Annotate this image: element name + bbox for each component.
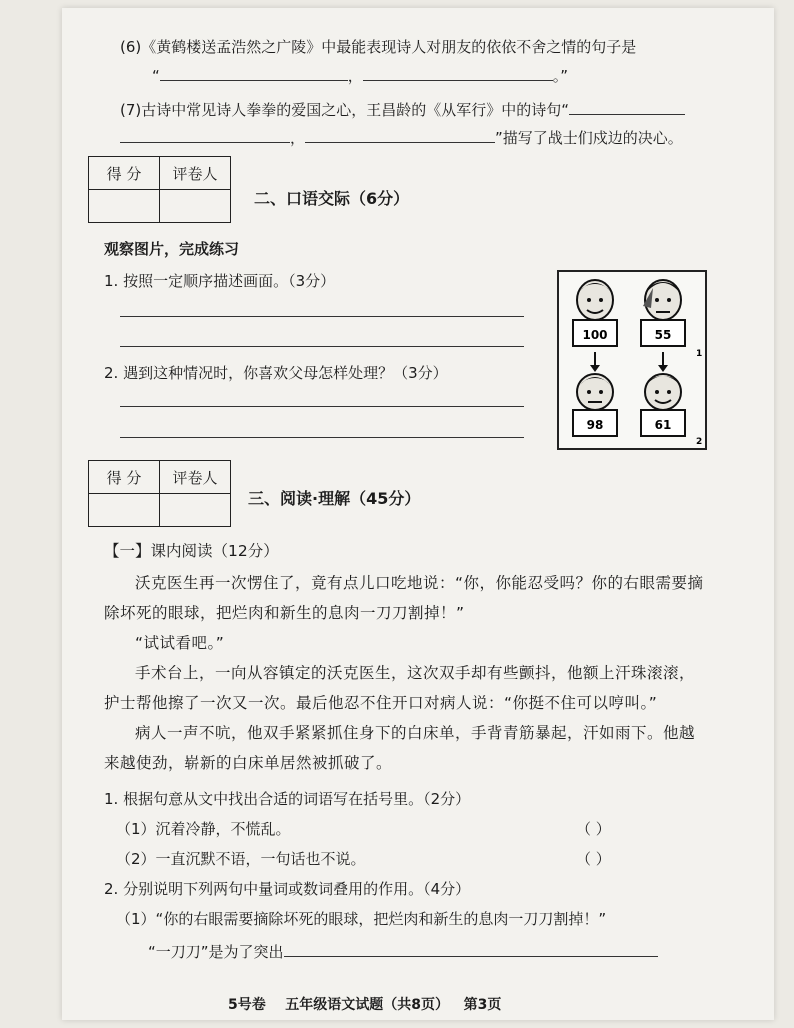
score-label: 得 分 bbox=[89, 461, 160, 494]
cartoon-picture bbox=[557, 270, 707, 450]
answer-line[interactable] bbox=[120, 437, 524, 438]
answer-blank[interactable] bbox=[284, 940, 658, 957]
grader-cell[interactable] bbox=[160, 190, 231, 223]
panel-number-1: 1 bbox=[696, 349, 703, 359]
q6-answer-line: “ ， 。” bbox=[152, 64, 568, 87]
score-card-top-right: 55 bbox=[654, 328, 672, 342]
score-card-bottom-right: 61 bbox=[654, 418, 672, 432]
section2-q2: 2. 遇到这种情况时，你喜欢父母怎样处理？（3分） bbox=[104, 364, 448, 382]
q7-blank-1[interactable] bbox=[569, 98, 685, 115]
grader-cell[interactable] bbox=[160, 494, 231, 527]
q6-blank-1[interactable] bbox=[160, 64, 348, 81]
reading-subsection-title: 【一】课内阅读（12分） bbox=[104, 542, 279, 560]
q7-text: (7)古诗中常见诗人拳拳的爱国之心，王昌龄的《从军行》中的诗句“ bbox=[120, 98, 685, 121]
score-table-section3 bbox=[88, 460, 231, 527]
grader-label: 评卷人 bbox=[160, 157, 231, 190]
reading-paragraph-3: 手术台上，一向从容镇定的沃克医生，这次双手却有些颤抖，他额上汗珠滚滚，护士帮他擦了一次又一次。最后他忍不住开口对病人说：“你挺不住可以哼叫。” bbox=[104, 664, 696, 712]
q7-answer-line: ， ”描写了战士们戍边的决心。 bbox=[120, 126, 683, 149]
score-card-top-left: 100 bbox=[582, 328, 608, 342]
answer-parentheses[interactable]: （ ） bbox=[576, 850, 611, 868]
score-cell[interactable] bbox=[89, 190, 160, 223]
score-table-section2 bbox=[88, 156, 231, 223]
score-cell[interactable] bbox=[89, 494, 160, 527]
reading-paragraph-1: 沃克医生再一次愣住了，竟有点儿口吃地说：“你，你能忍受吗？你的右眼需要摘除坏死的眼球，把烂肉和新生的息肉一刀刀割掉！” bbox=[104, 574, 704, 622]
q6-text: (6)《黄鹤楼送孟浩然之广陵》中最能表现诗人对朋友的依依不舍之情的句子是 bbox=[120, 38, 637, 56]
answer-line[interactable] bbox=[120, 406, 524, 407]
section2-q1: 1. 按照一定顺序描述画面。（3分） bbox=[104, 272, 336, 290]
reading-paragraph-4: 病人一声不吭，他双手紧紧抓住身下的白床单，手背青筋暴起，汗如雨下。他越来越使劲，崭新的白床单居然被抓破了。 bbox=[104, 724, 696, 772]
reading-q1-item1: （1）沉着冷静，不慌乱。 bbox=[116, 820, 291, 838]
reading-q2: 2. 分别说明下列两句中量词或数词叠用的作用。（4分） bbox=[104, 880, 471, 898]
score-label: 得 分 bbox=[89, 157, 160, 190]
down-arrow-icon bbox=[658, 352, 668, 372]
paper-title: 五年级语文试题（共8页） bbox=[285, 997, 449, 1013]
grader-label: 评卷人 bbox=[160, 461, 231, 494]
reading-paragraph-2: “试试看吧。” bbox=[135, 634, 225, 652]
section3-title: 三、阅读·理解（45分） bbox=[248, 489, 421, 508]
q6-blank-2[interactable] bbox=[363, 64, 553, 81]
score-card-bottom-left: 98 bbox=[586, 418, 604, 432]
page-footer bbox=[228, 994, 501, 1014]
page-number: 第3页 bbox=[463, 997, 502, 1013]
section2-intro: 观察图片，完成练习 bbox=[104, 240, 240, 258]
reading-q1: 1. 根据句意从文中找出合适的词语写在括号里。（2分） bbox=[104, 790, 471, 808]
reading-q2-item1: （1）“你的右眼需要摘除坏死的眼球，把烂肉和新生的息肉一刀刀割掉！” bbox=[116, 910, 607, 928]
panel-number-2: 2 bbox=[696, 437, 703, 447]
q7-blank-2[interactable] bbox=[120, 126, 290, 143]
reading-q1-item2: （2）一直沉默不语，一句话也不说。 bbox=[116, 850, 366, 868]
answer-line[interactable] bbox=[120, 346, 524, 347]
answer-line[interactable] bbox=[120, 316, 524, 317]
reading-q2-item1-answer: “一刀刀”是为了突出 bbox=[148, 940, 658, 963]
section2-title: 二、口语交际（6分） bbox=[254, 189, 410, 208]
down-arrow-icon bbox=[590, 352, 600, 372]
answer-parentheses[interactable]: （ ） bbox=[576, 820, 611, 838]
q7-blank-3[interactable] bbox=[305, 126, 495, 143]
paper-number: 5号卷 bbox=[228, 997, 266, 1013]
